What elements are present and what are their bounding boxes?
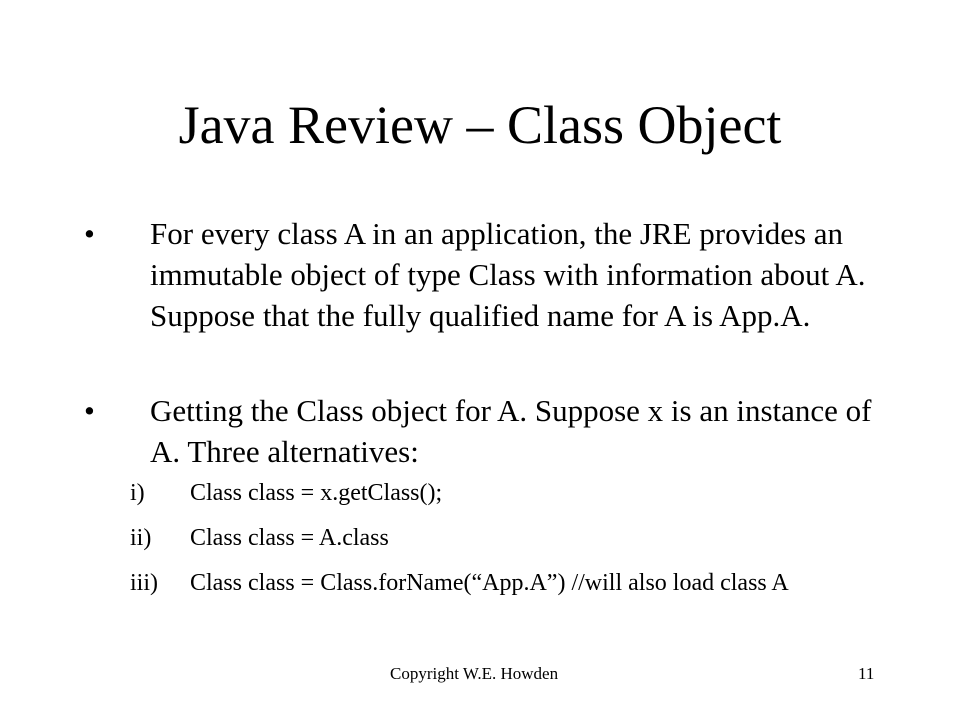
slide-number: 11	[858, 664, 875, 683]
sub-list-marker: i)	[130, 480, 145, 506]
sub-list-text: Class class = x.getClass();	[190, 480, 443, 506]
bullet-marker: •	[84, 216, 95, 251]
sub-list-text: Class class = A.class	[190, 525, 389, 551]
sub-list-marker: ii)	[130, 525, 152, 551]
sub-list-marker: iii)	[130, 570, 158, 596]
footer-copyright: Copyright W.E. Howden	[390, 664, 559, 683]
bullet-text: Getting the Class object for A. Suppose x is an instance of A. Three alternatives:	[150, 393, 872, 469]
slide-title: Java Review – Class Object	[178, 95, 782, 155]
sub-list-text: Class class = Class.forName(“App.A”) //will also load class A	[190, 570, 789, 596]
bullet-marker: •	[84, 393, 95, 428]
bullet-text: For every class A in an application, the JRE provides an immutable object of type Class with information about A. Suppose that the fully qualified name for A is App.A.	[150, 216, 866, 333]
